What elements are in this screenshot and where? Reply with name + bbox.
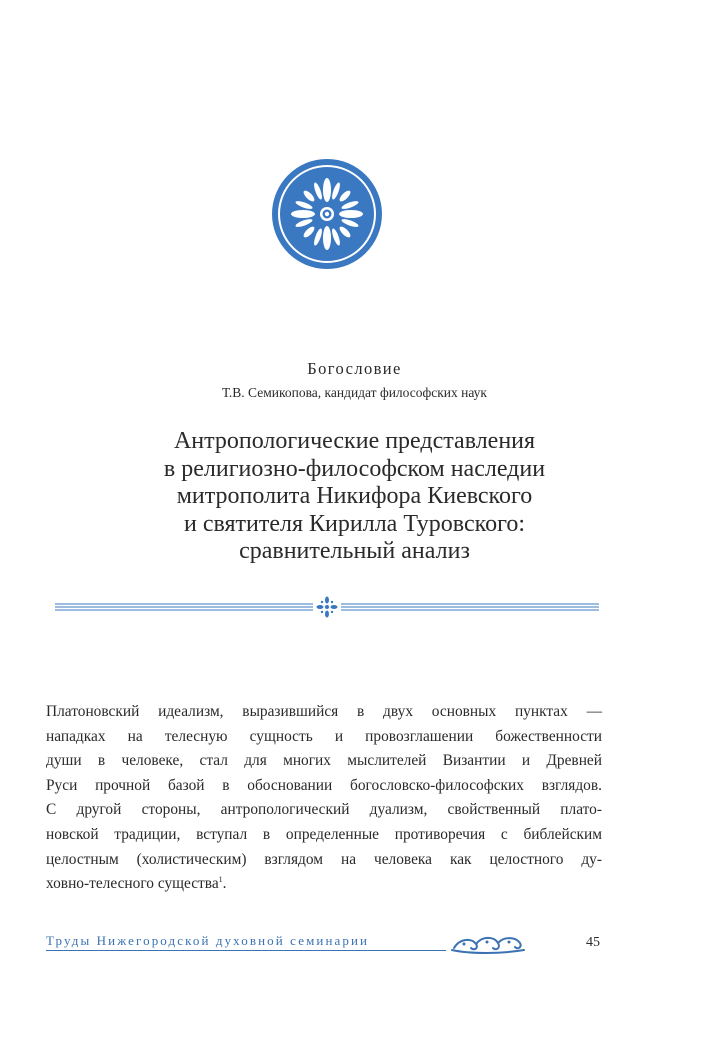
title-line: и святителя Кирилла Туровского:: [183, 510, 525, 537]
body-line: новской традиции, вступал в определенные противоречия с библейским: [46, 825, 602, 843]
article-title: [0, 428, 709, 566]
cross-ornament-icon: [317, 597, 338, 618]
body-line: Платоновский идеализм, выразившийся в двух основных пунктах —: [46, 703, 602, 720]
body-line-last: [46, 872, 602, 897]
page-number: 45: [586, 935, 600, 950]
title-line: Антропологические представления: [173, 428, 536, 454]
wave-ornament-icon: [450, 930, 526, 956]
body-line: ховно-телесного существа: [46, 875, 219, 893]
author-line: Т.В. Семикопова, кандидат философских наук: [222, 385, 487, 400]
title-line: в религиозно-философском наследии: [163, 455, 546, 482]
rosette-emblem-icon: [271, 158, 383, 270]
title-line: митрополита Никифора Киевского: [176, 483, 533, 509]
body-line: Руси прочной базой в обосновании богословско-философских взглядов.: [46, 776, 602, 794]
title-divider: [55, 596, 599, 618]
title-line: сравнительный анализ: [239, 538, 470, 564]
body-line: целостным (холистическим) взглядом на человека как целостного ду-: [46, 850, 602, 868]
end-punctuation: .: [222, 875, 227, 893]
footnote-ref[interactable]: 1: [218, 875, 223, 885]
footer-rule: [46, 950, 446, 951]
body-line: души в человеке, стал для многих мыслителей Византии и Древней: [46, 752, 602, 770]
body-line: С другой стороны, антропологический дуализм, свойственный плато-: [46, 801, 602, 819]
section-heading: Богословие: [307, 359, 402, 378]
body-paragraph: [46, 700, 602, 897]
journal-title: Труды Нижегородской духовной семинарии: [46, 933, 370, 948]
body-line: нападках на телесную сущность и провозглашении божественности: [46, 727, 602, 745]
